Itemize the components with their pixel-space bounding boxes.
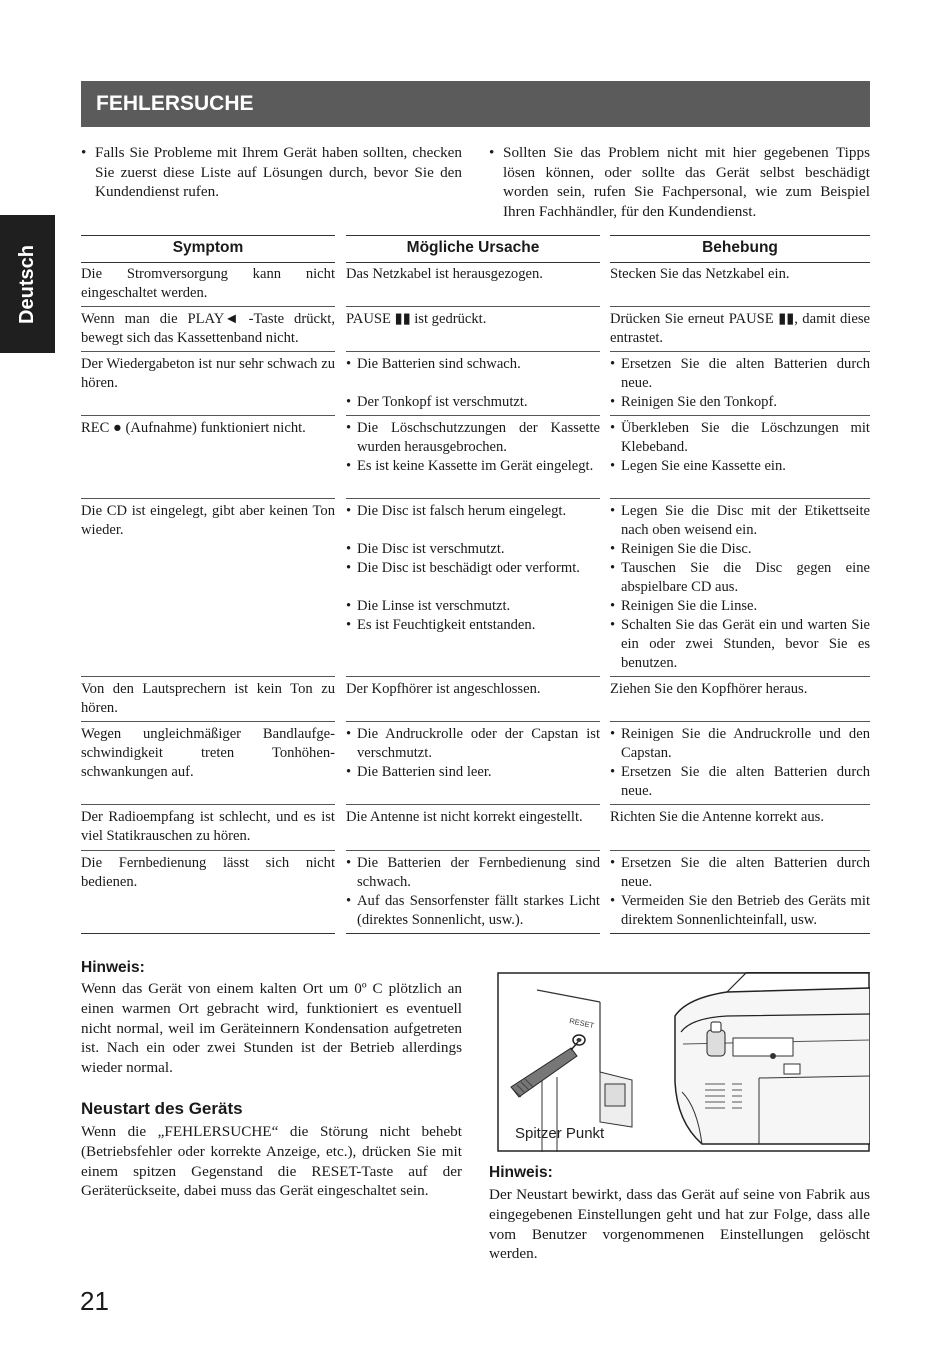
symptom-cell: Wenn man die PLAY◄ -Taste drückt, bewegt sich das Kassettenband nicht. bbox=[81, 307, 335, 352]
spacer bbox=[346, 521, 600, 540]
remedy-item: • Reinigen Sie die Linse. bbox=[610, 597, 870, 616]
cause-cell: Der Kopfhörer ist angeschlossen. bbox=[346, 677, 600, 722]
spacer bbox=[346, 578, 600, 597]
cause-item: • Die Linse ist verschmutzt. bbox=[346, 597, 600, 616]
remedy-cell bbox=[610, 416, 870, 499]
header-cause: Mögliche Ursache bbox=[346, 235, 600, 263]
symptom-cell: Die Fernbedienung lässt sich nicht bedienen. bbox=[81, 851, 335, 934]
cause-cell bbox=[346, 722, 600, 805]
cause-item: • Es ist keine Kassette im Gerät eingelegt. bbox=[346, 457, 600, 476]
remedy-cell: Drücken Sie erneut PAUSE ▮▮, damit diese entrastet. bbox=[610, 307, 870, 352]
cause-item: • Die Disc ist falsch herum eingelegt. bbox=[346, 502, 600, 521]
symptom-cell: Von den Lautsprechern ist kein Ton zu hören. bbox=[81, 677, 335, 722]
reset-diagram bbox=[497, 972, 870, 1152]
remedy-item: • Reinigen Sie die Disc. bbox=[610, 540, 870, 559]
table-row bbox=[81, 307, 870, 352]
cause-item: • Die Disc ist beschädigt oder verformt. bbox=[346, 559, 600, 578]
language-tab-label: Deutsch bbox=[16, 244, 38, 324]
cause-item: • Der Tonkopf ist verschmutzt. bbox=[346, 393, 600, 412]
restart-note-text: Der Neustart bewirkt, dass das Gerät auf seine von Fabrik aus eingegebenen Einstellungen geht und hat zur Folge, dass alle vom Benutzer vorgenommenen Einstellungen gelöscht werden. bbox=[489, 1186, 870, 1263]
symptom-cell: Der Radioempfang ist schlecht, und es ist viel Statikrauschen zu hören. bbox=[81, 805, 335, 851]
spacer bbox=[346, 374, 600, 393]
cause-item: • Auf das Sensorfenster fällt starkes Licht (direktes Sonnenlicht, usw.). bbox=[346, 892, 600, 930]
reset-illustration bbox=[497, 972, 870, 1152]
remedy-item: • Reinigen Sie die Andruckrolle und den Capstan. bbox=[610, 725, 870, 763]
header-remedy: Behebung bbox=[610, 235, 870, 263]
page-number: 21 bbox=[80, 1286, 109, 1316]
cause-cell: Die Antenne ist nicht korrekt eingestellt. bbox=[346, 805, 600, 851]
reset-label: RESET bbox=[568, 1016, 595, 1031]
remedy-item: • Legen Sie die Disc mit der Etikettseite nach oben weisend ein. bbox=[610, 502, 870, 540]
cause-item: • Die Andruckrolle oder der Capstan ist verschmutzt. bbox=[346, 725, 600, 763]
symptom-cell: REC ● (Aufnahme) funktioniert nicht. bbox=[81, 416, 335, 499]
cause-cell: Das Netzkabel ist herausgezogen. bbox=[346, 262, 600, 307]
symptom-cell: Die Stromversorgung kann nicht eingeschaltet werden. bbox=[81, 262, 335, 307]
remedy-item: • Ersetzen Sie die alten Batterien durch neue. bbox=[610, 763, 870, 801]
symptom-cell: Der Wiedergabeton ist nur sehr schwach zu hören. bbox=[81, 352, 335, 416]
remedy-cell bbox=[610, 352, 870, 416]
table-row bbox=[81, 851, 870, 934]
remedy-item: • Legen Sie eine Kassette ein. bbox=[610, 457, 870, 476]
cause-cell bbox=[346, 851, 600, 934]
intro-bullet-2: • Sollten Sie das Problem nicht mit hier gegebenen Tipps lösen können, oder sollte das Gerät selbst beschädigt worden sein, rufen Sie Fachpersonal, wie zum Beispiel Ihren Fachhändler, für den Kundendienst. bbox=[489, 143, 870, 221]
figure-caption: Spitzer Punkt bbox=[515, 1125, 605, 1142]
table-row bbox=[81, 352, 870, 416]
table-row bbox=[81, 805, 870, 851]
reset-text: Wenn die „FEHLERSUCHE“ die Störung nicht behebt (Betriebsfehler oder korrekte Anzeige, etc.), drücken Sie mit einem spitzen Gegenstand die RESET-Taste auf der Geräterückseite, dabei muss das Gerät eingeschaltet sein. bbox=[81, 1123, 462, 1200]
intro-left bbox=[81, 143, 462, 202]
table-row bbox=[81, 722, 870, 805]
restart-note-heading: Hinweis: bbox=[489, 1164, 553, 1181]
language-tab bbox=[0, 215, 55, 353]
cause-item: • Die Löschschutzzungen der Kassette wurden herausgebrochen. bbox=[346, 419, 600, 457]
table-row bbox=[81, 499, 870, 677]
symptom-cell: Wegen ungleichmäßiger Bandlaufge-schwindigkeit treten Tonhöhen-schwankungen auf. bbox=[81, 722, 335, 805]
header-symptom: Symptom bbox=[81, 235, 335, 263]
remedy-cell: Stecken Sie das Netzkabel ein. bbox=[610, 262, 870, 307]
remedy-cell: Ziehen Sie den Kopfhörer heraus. bbox=[610, 677, 870, 722]
table-row bbox=[81, 677, 870, 722]
cause-cell bbox=[346, 352, 600, 416]
symptom-cell: Die CD ist eingelegt, gibt aber keinen Ton wieder. bbox=[81, 499, 335, 677]
reset-heading: Neustart des Geräts bbox=[81, 1099, 243, 1118]
remedy-item: • Tauschen Sie die Disc gegen eine abspielbare CD aus. bbox=[610, 559, 870, 597]
remedy-item: • Reinigen Sie den Tonkopf. bbox=[610, 393, 870, 412]
remedy-cell: Richten Sie die Antenne korrekt aus. bbox=[610, 805, 870, 851]
table-row bbox=[81, 416, 870, 499]
remedy-cell bbox=[610, 499, 870, 677]
remedy-item: • Überkleben Sie die Löschzungen mit Klebeband. bbox=[610, 419, 870, 457]
remedy-item: • Vermeiden Sie den Betrieb des Geräts mit direktem Sonnenlichteinfall, usw. bbox=[610, 892, 870, 930]
cause-cell bbox=[346, 499, 600, 677]
cause-item: • Die Batterien der Fernbedienung sind schwach. bbox=[346, 854, 600, 892]
table-header bbox=[81, 235, 870, 262]
cause-item: • Die Batterien sind schwach. bbox=[346, 355, 600, 374]
intro-right bbox=[489, 143, 870, 221]
cause-cell bbox=[346, 416, 600, 499]
note-text: Wenn das Gerät von einem kalten Ort um 0º C plötzlich an einen warmen Ort gebracht wird, funktioniert es eventuell nicht normal, weil im Geräteinnern Kondensation aufgetreten ist. Nach ein oder zwei Stunden ist der Betrieb allerdings wieder normal. bbox=[81, 980, 462, 1077]
cause-item: • Es ist Feuchtigkeit entstanden. bbox=[346, 616, 600, 635]
remedy-item: • Schalten Sie das Gerät ein und warten Sie ein oder zwei Stunden, bevor Sie es benutzen. bbox=[610, 616, 870, 673]
cause-cell: PAUSE ▮▮ ist gedrückt. bbox=[346, 307, 600, 352]
remedy-cell bbox=[610, 722, 870, 805]
note-heading: Hinweis: bbox=[81, 959, 145, 976]
troubleshooting-table bbox=[81, 235, 870, 934]
cause-item: • Die Disc ist verschmutzt. bbox=[346, 540, 600, 559]
cause-item: • Die Batterien sind leer. bbox=[346, 763, 600, 782]
remedy-cell bbox=[610, 851, 870, 934]
remedy-item: • Ersetzen Sie die alten Batterien durch neue. bbox=[610, 355, 870, 393]
table-row bbox=[81, 262, 870, 307]
intro-bullet-1: • Falls Sie Probleme mit Ihrem Gerät haben sollten, checken Sie zuerst diese Liste auf Lösungen durch, bevor Sie den Kundendienst rufen. bbox=[81, 143, 462, 202]
page-title: FEHLERSUCHE bbox=[81, 81, 870, 127]
remedy-item: • Ersetzen Sie die alten Batterien durch neue. bbox=[610, 854, 870, 892]
